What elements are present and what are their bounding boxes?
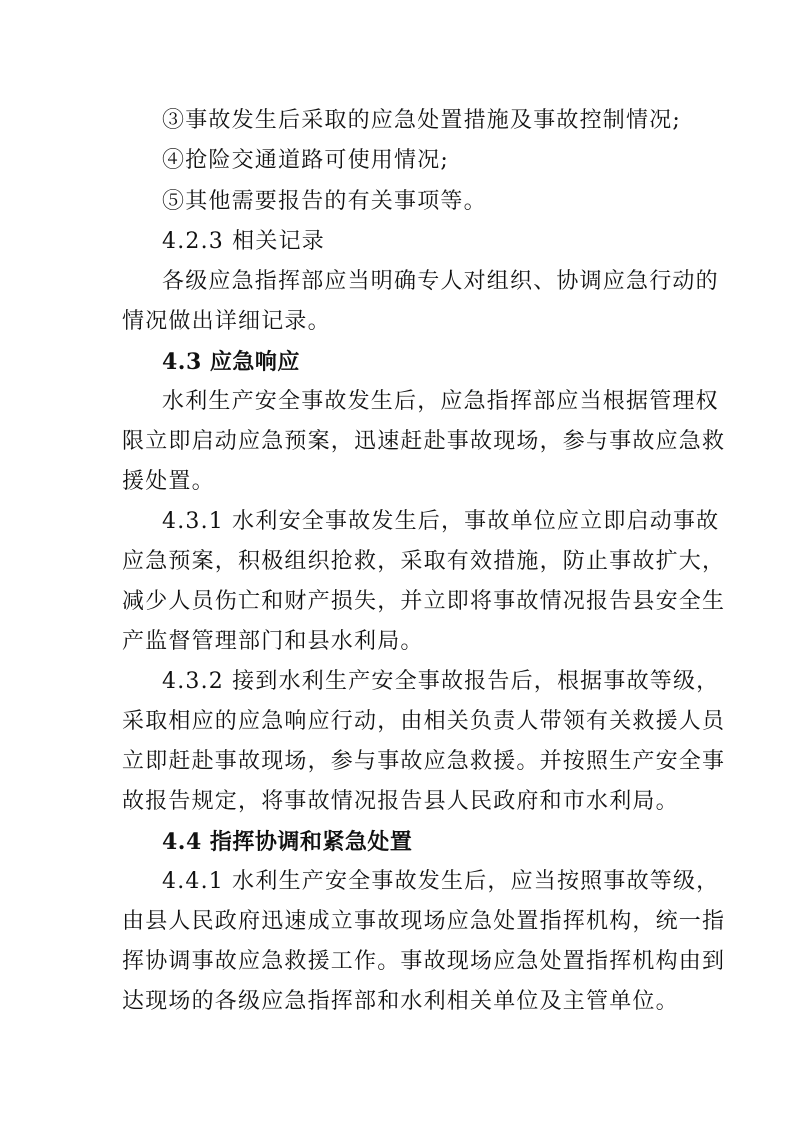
paragraph-line: 由县人民政府迅速成立事故现场应急处置指挥机构，统一指 (122, 909, 726, 934)
paragraph-line: 情况做出详细记录。 (122, 309, 331, 334)
paragraph-line: 援处置。 (122, 469, 215, 494)
list-item-5: ⑤其他需要报告的有关事项等。 (162, 189, 487, 214)
paragraph-line: 立即赶赴事故现场，参与事故应急救援。并按照生产安全事 (122, 749, 726, 774)
paragraph-line: 4.3.1 水利安全事故发生后，事故单位应立即启动事故 (162, 509, 720, 534)
paragraph-line: 挥协调事故应急救援工作。事故现场应急处置指挥机构由到 (122, 949, 726, 974)
paragraph-line: 水利生产安全事故发生后，应急指挥部应当根据管理权 (162, 389, 719, 414)
paragraph-line: 4.3.2 接到水利生产安全事故报告后，根据事故等级， (162, 669, 720, 694)
paragraph-line: 产监督管理部门和县水利局。 (122, 629, 424, 654)
paragraph-line: 限立即启动应急预案，迅速赶赴事故现场，参与事故应急救 (122, 429, 726, 454)
list-item-4: ④抢险交通道路可使用情况; (162, 148, 450, 173)
section-heading-4-2-3: 4.2.3 相关记录 (162, 229, 325, 254)
paragraph-line: 采取相应的应急响应行动，由相关负责人带领有关救援人员 (122, 709, 726, 734)
paragraph-line: 各级应急指挥部应当明确专人对组织、协调应急行动的 (162, 269, 719, 294)
section-heading-4-4: 4.4 指挥协调和紧急处置 (162, 829, 413, 855)
paragraph-line: 达现场的各级应急指挥部和水利相关单位及主管单位。 (122, 989, 679, 1014)
paragraph-line: 4.4.1 水利生产安全事故发生后，应当按照事故等级， (162, 869, 720, 894)
section-heading-4-3: 4.3 应急响应 (162, 349, 300, 375)
paragraph-line: 应急预案，积极组织抢救，采取有效措施，防止事故扩大， (122, 549, 726, 574)
paragraph-line: 故报告规定，将事故情况报告县人民政府和市水利局。 (122, 789, 679, 814)
paragraph-line: 减少人员伤亡和财产损失，并立即将事故情况报告县安全生 (122, 589, 726, 614)
list-item-3: ③事故发生后采取的应急处置措施及事故控制情况; (162, 108, 682, 133)
